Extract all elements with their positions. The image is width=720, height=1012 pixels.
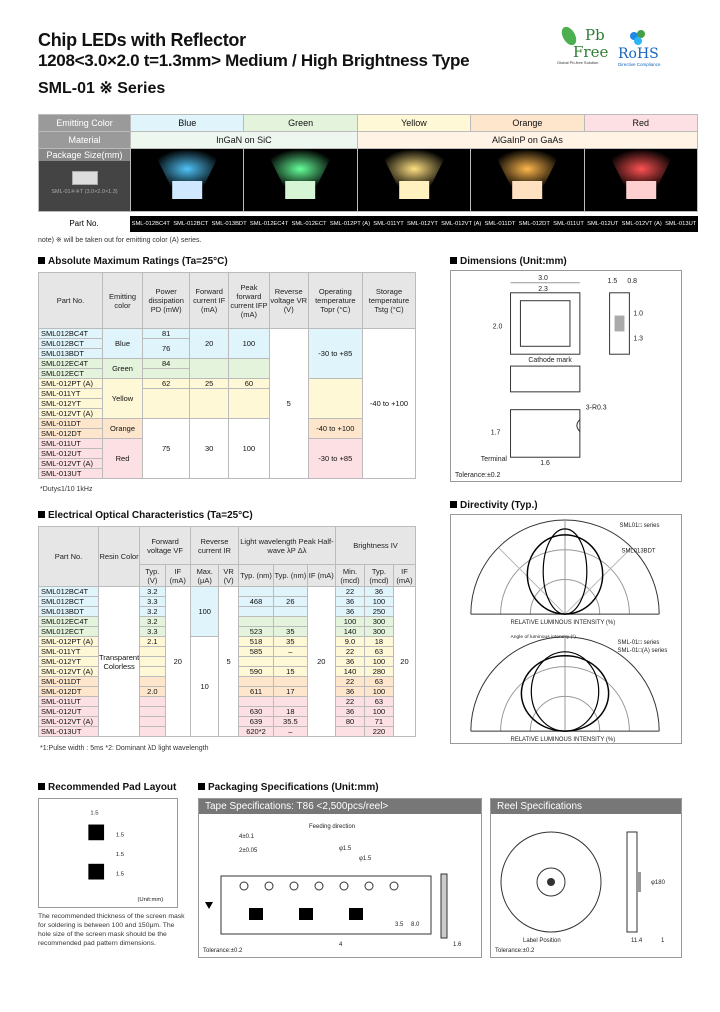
vf-cell [140,717,165,727]
dim-label: 1.0 [633,310,643,318]
tape-spec-title: Tape Specifications: T86 <2,500pcs/reel> [199,799,481,814]
dim-label: 1.5 [90,810,99,817]
bullet-icon [450,501,457,508]
tolerance-label: Tolerance:±0.2 [455,472,501,480]
min-cell: 22 [336,697,365,707]
package-size-cell [39,149,131,212]
material-ingan: InGaN on SiC [131,132,358,149]
dim-label: 0.8 [627,277,638,285]
eo-table [38,526,416,737]
vf-cell: 3.2 [140,607,165,617]
col-color: Emitting color [103,273,143,329]
vf-cell: 3.3 [140,597,165,607]
sub-col: Typ. (mcd) [364,565,393,587]
typ-cell: 71 [364,717,393,727]
part-cell: SML-012VT (A) [39,667,99,677]
dim-label: φ1.5 [339,846,352,852]
series-label: SML-01□ series [617,639,660,646]
dl-cell: 17 [274,687,307,697]
topr-cell: -30 to +85 [308,439,362,479]
part-number: SML-012UT [587,221,619,227]
bullet-icon [38,511,45,518]
vf-cell: 2.0 [140,687,165,697]
sub-col: IF (mA) [393,565,415,587]
bullet-icon [38,257,45,264]
emitting-color-label: Emitting Color [39,115,131,132]
part-cell: SML012ECT [39,369,103,379]
part-cell: SML-012PT (A) [39,379,103,389]
ir-cell: 100 [191,587,219,637]
part-cell: SML-011UT [39,697,99,707]
pd-cell: 75 [143,419,190,479]
sub-col: Max. (μA) [191,565,219,587]
part-cell: SML012BCT [39,597,99,607]
if-cell: 20 [307,587,335,737]
color-cell: Green [103,359,143,379]
part-number: SML-013UT [665,221,697,227]
part-cell: SML013BDT [39,349,103,359]
material-label: Material [39,132,131,149]
dim-label: 8.0 [411,922,420,928]
feed-label: Feeding direction [309,824,356,830]
ir-cell: 10 [191,637,219,737]
part-cell: SML-013UT [39,727,99,737]
part-cell: SML012EC4T [39,617,99,627]
ifp-cell: 100 [229,419,270,479]
led-red-image [584,149,697,212]
col-tstg: Storage temperature Tstg (°C) [362,273,415,329]
package-size-label: Package Size(mm) [39,149,130,161]
part-number: SML-012ECT [291,221,327,227]
dl-cell: 35.5 [274,717,307,727]
sub-col: Typ. (nm) [238,565,273,587]
dim-label: φ1.5 [359,856,372,862]
dim-label: φ180 [651,880,665,886]
vf-cell [140,677,165,687]
part-number-list [130,221,698,227]
sub-col: IF (mA) [307,565,335,587]
typ-cell: 100 [364,657,393,667]
terminal-label: Terminal [480,456,507,464]
col-vf: Forward voltage VF [140,527,191,565]
pd-cell: 84 [143,359,190,369]
dim-label: 1.6 [540,460,550,468]
part-cell: SML-012DT [39,429,103,439]
col-part: Part No. [39,527,99,587]
pd-cell: 62 [143,379,190,389]
pb-free-logo [555,22,615,66]
color-cell: Yellow [103,379,143,419]
sub-col: VR (V) [219,565,239,587]
part-number: SML-012BCT [173,221,209,227]
part-cell: SML012EC4T [39,359,103,369]
dl-cell: 26 [274,597,307,607]
typ-cell: 280 [364,667,393,677]
package-caption: SML-01※※T (3.0×2.0×1.3) [51,189,118,195]
sub-col: IF (mA) [165,565,190,587]
vf-cell [140,647,165,657]
part-cell: SML-011DT [39,419,103,429]
part-cell: SML-012VT (A) [39,459,103,469]
title-series: SML-01 ※ Series [38,80,166,97]
bullet-icon [198,783,205,790]
led-blue-image [131,149,244,212]
if-cell: 25 [190,379,229,389]
dl-cell: – [274,647,307,657]
typ-cell: 63 [364,697,393,707]
lp-cell: 639 [238,717,273,727]
dimensions-title-text: Dimensions (Unit:mm) [460,256,567,267]
dl-cell [274,657,307,667]
if-cell: 20 [190,329,229,359]
dimensions-title [450,256,567,267]
material-algainp: AlGaInP on GaAs [357,132,697,149]
part-number: SML-012EC4T [249,221,289,227]
part-number: SML-012BC4T [131,221,170,227]
abs-max-title [38,256,228,267]
polar-chart-1 [471,520,660,626]
sub-col: Typ. (V) [140,565,165,587]
part-number: SML-011DT [484,221,516,227]
dim-label: 2±0.05 [239,848,258,854]
reel-spec-box [490,798,682,958]
dim-label: 1.5 [607,277,618,285]
lp-cell: 523 [238,627,273,637]
dim-label: 1.7 [490,429,501,437]
col-pd: Power dissipation PD (mW) [143,273,190,329]
dl-cell: 35 [274,627,307,637]
angle-label: Angle of luminous intensity (°) [510,634,576,640]
col-lw: Light wavelength Peak Half-wave λP Δλ [238,527,335,565]
part-number: SML-012YT [406,221,438,227]
min-cell: 36 [336,657,365,667]
color-cell: Orange [103,419,143,439]
typ-cell: 300 [364,627,393,637]
tolerance-label: Tolerance:±0.2 [495,948,535,954]
part-cell: SML013BDT [39,607,99,617]
dim-label: 1.5 [115,871,125,878]
title-line1: Chip LEDs with Reflector [38,30,246,50]
min-cell: 100 [336,617,365,627]
part-number: SML-012DT [518,221,550,227]
abs-max-table [38,272,416,479]
min-cell: 140 [336,667,365,677]
typ-cell: 220 [364,727,393,737]
package-image [72,171,98,185]
vf-cell: 3.2 [140,617,165,627]
min-cell [336,727,365,737]
lp-cell: 468 [238,597,273,607]
pack-title [198,782,379,793]
dim-label: 11.4 [631,938,643,944]
col-ifp: Peak forward current IFP (mA) [229,273,270,329]
reel-drawing [491,814,681,954]
eo-body [39,587,416,737]
bullet-icon [450,257,457,264]
pad-title-text: Recommended Pad Layout [48,782,177,793]
part-cell: SML012BC4T [39,587,99,597]
led-green-image [244,149,357,212]
min-cell: 36 [336,607,365,617]
pd-cell: 76 [143,339,190,359]
dl-cell: 35 [274,637,307,647]
typ-cell: 100 [364,687,393,697]
dl-cell [274,617,307,627]
vr-cell: 5 [219,587,239,737]
sub-col: Min. (mcd) [336,565,365,587]
color-blue: Blue [131,115,244,132]
part-cell: SML-011DT [39,677,99,687]
lp-cell: 630 [238,707,273,717]
color-cell: Red [103,439,143,479]
dl-cell: 18 [274,707,307,717]
dim-label: 1.5 [115,832,125,839]
typ-cell: 63 [364,677,393,687]
part-cell: SML012BCT [39,339,103,349]
color-yellow: Yellow [357,115,470,132]
lp-cell: 611 [238,687,273,697]
rohs-logo [616,26,672,70]
vf-cell: 2.1 [140,637,165,647]
rohs-sub-text: Directive Compliance [618,62,661,67]
dim-label: 4±0.1 [239,834,254,840]
vf-cell [140,657,165,667]
dimensions-drawing [450,270,682,482]
part-cell: SML-011YT [39,389,103,399]
part-no-label: Part No. [38,216,130,232]
part-cell: SML-012VT (A) [39,717,99,727]
part-number-row [38,216,698,232]
part-cell: SML-012UT [39,449,103,459]
axis-label: RELATIVE LUMINOUS INTENSITY (%) [510,620,616,627]
min-cell: 36 [336,687,365,697]
part-cell: SML-012VT (A) [39,409,103,419]
min-cell: 22 [336,587,365,597]
eo-title-text: Electrical Optical Characteristics (Ta=25°C) [48,510,253,521]
typ-cell: 18 [364,637,393,647]
part-cell: SML-012UT [39,707,99,717]
tstg-cell: -40 to +100 [362,329,415,479]
led-yellow-image [357,149,470,212]
vf-cell: 3.3 [140,627,165,637]
tolerance-label: Tolerance:±0.2 [203,948,243,954]
typ-cell: 250 [364,607,393,617]
part-cell: SML-012DT [39,687,99,697]
dim-label: 1.6 [453,942,462,948]
ifp-cell: 100 [229,329,270,359]
vf-cell [140,707,165,717]
cathode-label: Cathode mark [528,357,572,365]
led-orange-image [471,149,584,212]
lp-cell [238,657,273,667]
part-cell: SML-012YT [39,399,103,409]
min-cell: 36 [336,597,365,607]
part-number: SML-013BDT [211,221,247,227]
color-table [38,114,698,212]
pad-layout-drawing [38,798,178,908]
axis-label: RELATIVE LUMINOUS INTENSITY (%) [510,737,616,744]
dim-label: 3.0 [538,274,548,282]
dim-label: 1.5 [115,851,125,858]
resin-cell: Transparent Colorless [99,587,140,737]
part-cell: SML-012YT [39,657,99,667]
dl-cell [274,677,307,687]
col-part: Part No. [39,273,103,329]
part-cell: SML-012PT (A) [39,637,99,647]
vf-cell [140,727,165,737]
directivity-title-text: Directivity (Typ.) [460,500,538,511]
typ-cell: 36 [364,587,393,597]
dim-label: 2.0 [492,323,503,331]
if-cell: 20 [393,587,415,737]
pad-title [38,782,176,793]
lp-cell [238,587,273,597]
lp-cell: 590 [238,667,273,677]
min-cell: 36 [336,707,365,717]
topr-cell: -40 to +100 [308,419,362,439]
if-cell: 20 [165,587,190,737]
vf-cell: 3.2 [140,587,165,597]
pack-title-text: Packaging Specifications (Unit:mm) [208,782,379,793]
ifp-cell: 60 [229,379,270,389]
lp-cell [238,617,273,627]
dim-label: 2.3 [538,285,548,293]
part-cell: SML012ECT [39,627,99,637]
series-label: SML-01□(A) series [617,647,668,654]
polar-chart-2 [471,634,668,743]
part-cell: SML-011UT [39,439,103,449]
min-cell: 140 [336,627,365,637]
typ-cell: 300 [364,617,393,627]
dl-cell: – [274,727,307,737]
pd-cell: 81 [143,329,190,339]
dl-cell [274,697,307,707]
dl-cell [274,607,307,617]
note-series: note) ※ will be taken out for emitting color (A) series. [38,237,202,244]
dim-label: 3.5 [395,922,404,928]
eo-title [38,510,253,521]
typ-cell: 100 [364,597,393,607]
col-if: Forward current IF (mA) [190,273,229,329]
part-number: SML-012VT (A) [621,221,662,227]
pb-text: Pb [585,26,605,44]
vr-cell: 5 [269,329,308,479]
abs-max-title-text: Absolute Maximum Ratings (Ta=25°C) [48,256,228,267]
part-cell: SML-011YT [39,647,99,657]
lp-cell [238,677,273,687]
pad-note: The recommended thickness of the screen mask for soldering is between 100 and 150μm. The hole size of the screen mask should be the recommended pad pattern dimensions. [38,913,185,947]
col-bright: Brightness IV [336,527,416,565]
topr-cell: -30 to +85 [308,329,362,379]
lp-cell: 518 [238,637,273,647]
color-green: Green [244,115,357,132]
lp-cell: 585 [238,647,273,657]
color-orange: Orange [471,115,584,132]
min-cell: 9.0 [336,637,365,647]
min-cell: 80 [336,717,365,727]
min-cell: 22 [336,677,365,687]
min-cell: 22 [336,647,365,657]
color-red: Red [584,115,697,132]
sub-col: Typ. (nm) [274,565,307,587]
tape-drawing [199,814,481,954]
tape-spec-box [198,798,482,958]
col-resin: Resin Color [99,527,140,587]
vf-cell [140,697,165,707]
title-line2: 1208<3.0×2.0 t=1.3mm> Medium / High Brightness Type [38,51,470,70]
part-number: SML-011UT [553,221,584,227]
lp-cell [238,697,273,707]
dl-cell [274,587,307,597]
dim-label: 1.3 [633,335,643,343]
part-cell: SML-013UT [39,469,103,479]
series-label: SML01□ series [619,522,660,529]
label-position-label: Label Position [523,938,561,944]
abs-max-note: *Duty≤1/10 1kHz [40,486,93,493]
part-number: SML-011YT [373,221,404,227]
col-topr: Operating temperature Topr (°C) [308,273,362,329]
part-cell: SML012BC4T [39,329,103,339]
table-row [39,587,416,597]
unit-label: (Unit:mm) [137,897,164,904]
col-vr: Reverse voltage VR (V) [269,273,308,329]
typ-cell: 63 [364,647,393,657]
dim-label: 4 [339,942,343,948]
part-number: SML-012VT (A) [441,221,482,227]
directivity-charts [450,514,682,744]
color-cell: Blue [103,329,143,359]
part-number: SML-012PT (A) [329,221,371,227]
series-label: SML013BDT [621,548,656,555]
if-cell: 30 [190,419,229,479]
rohs-text: RoHS [618,46,659,62]
vf-cell [140,667,165,677]
reel-spec-title: Reel Specifications [491,799,681,814]
lp-cell: 620*2 [238,727,273,737]
typ-cell: 100 [364,707,393,717]
dim-label: 1 [661,938,665,944]
directivity-title [450,500,538,511]
dl-cell: 15 [274,667,307,677]
lp-cell [238,607,273,617]
dim-label: 3-R0.3 [585,404,607,412]
bullet-icon [38,783,45,790]
eo-note: *1:Pulse width : 5ms *2: Dominant λD light wavelength [40,745,209,752]
free-text: Free [573,43,609,61]
col-ir: Reverse current IR [191,527,239,565]
pb-sub-text: Global Pb-free Solution [557,60,599,65]
